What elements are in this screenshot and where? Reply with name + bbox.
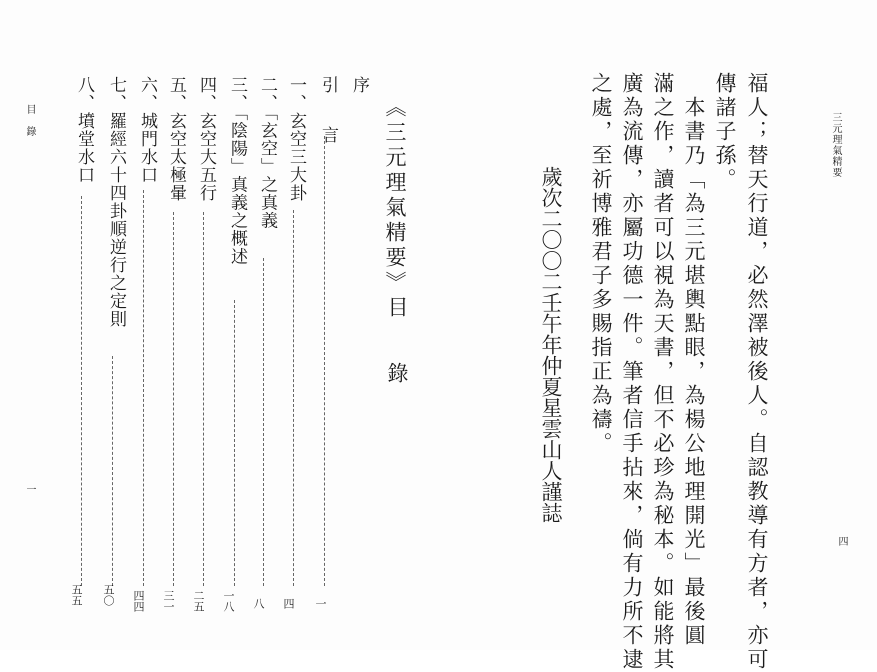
toc-page-number: 四 (282, 598, 295, 609)
toc-page-number: 一八 (222, 590, 235, 612)
toc-leader (324, 136, 325, 586)
toc-leader (143, 190, 144, 586)
toc-entry-label: 引 言 (318, 76, 338, 151)
body-line-3: 本書乃「為三元堪輿點眼，為楊公地理開光」最後圓 (682, 72, 706, 648)
toc-leader (263, 258, 264, 586)
toc-page-number: 二五 (192, 590, 205, 612)
body-line-1: 福人；替天行道，必然澤被後人。自認教導有方者，亦可 (745, 72, 769, 672)
toc-page-number: 五五 (70, 584, 83, 606)
running-head-right: 三元理氣精要 (830, 112, 841, 178)
toc-entry-label: 七、羅經六十四卦順逆行之定則 (106, 76, 126, 328)
toc-entry-label: 一、玄空三大卦 (286, 76, 306, 202)
toc-entry-label: 五、玄空太極暈 (166, 76, 186, 202)
toc-entry-label: 三、「陰陽」真義之概述 (227, 76, 247, 266)
toc-leader (203, 212, 204, 586)
body-line-4: 滿之作，讀者可以視為天書，但不必珍為秘本。如能將其 (651, 72, 675, 672)
toc-entry-label: 四、玄空大五行 (196, 76, 216, 202)
toc-page-number: 四四 (132, 590, 145, 612)
toc-leader (293, 210, 294, 586)
toc-leader (234, 300, 235, 586)
toc-leader (81, 196, 82, 586)
toc-title-lu: 錄 (385, 362, 409, 389)
signature: 歲次二〇〇二壬午年仲夏星雲山人謹誌 (539, 166, 563, 523)
body-line-2: 傳諸子孫。 (713, 72, 737, 192)
page-number-left: 一 (24, 484, 35, 495)
toc-leader (112, 356, 113, 586)
body-line-6: 之處，至祈博雅君子多賜指正為禱。 (589, 72, 613, 456)
toc-page-number: 五〇 (102, 584, 115, 606)
toc-entry-label: 八、墳堂水口 (74, 76, 94, 184)
running-head-left: 目錄 (24, 104, 35, 148)
toc-page-number: 三一 (162, 590, 175, 612)
toc-entry-label: 序 (349, 76, 369, 94)
page-number-right: 四 (836, 536, 847, 547)
toc-entry-label: 六、城門水口 (137, 76, 157, 184)
toc-title-mu: 目 (385, 296, 409, 323)
body-line-5: 廣為流傳，亦屬功德一件。筆者信手拈來，倘有力所不逮 (620, 72, 644, 672)
toc-entry-label: 二、「玄空」之真義 (257, 76, 277, 230)
toc-page-number: 八 (252, 598, 265, 609)
toc-leader (173, 212, 174, 586)
toc-book-title: 《三元理氣精要》 (383, 96, 407, 296)
toc-page-number: 一 (314, 598, 327, 609)
